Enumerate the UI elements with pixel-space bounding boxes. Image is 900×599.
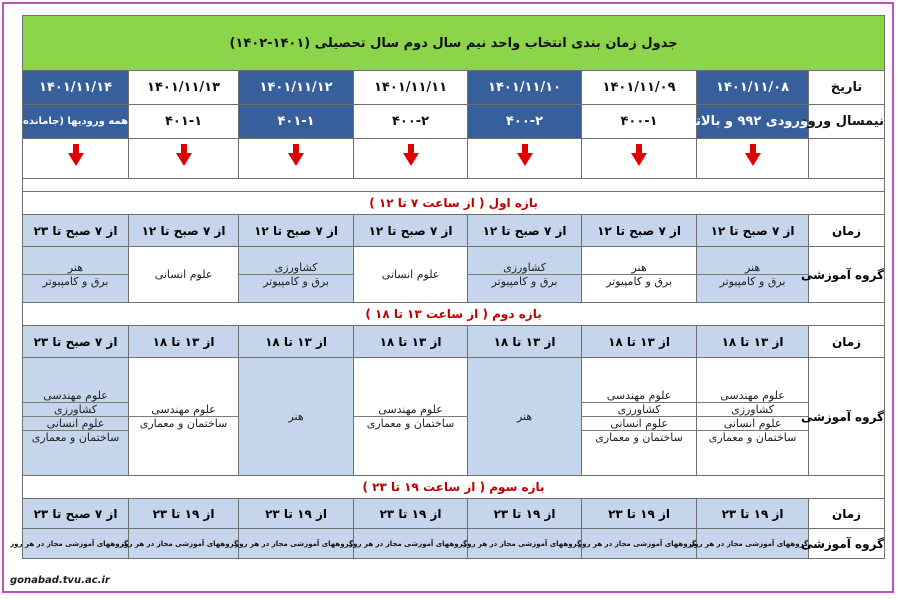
date-cell: ۱۴۰۱/۱۱/۱۱: [354, 71, 468, 105]
group-item: گروههای آموزشی مجاز در هر روز: [23, 529, 129, 559]
period-3-group-row: [23, 529, 885, 559]
date-row: [23, 71, 885, 105]
group-item: علوم انسانی: [354, 247, 468, 303]
time-cell: از ۷ صبح تا ۱۲: [354, 215, 468, 247]
row-label-date: تاریخ: [809, 71, 885, 105]
time-cell: از ۱۳ تا ۱۸: [354, 326, 468, 358]
period-1-group-row: [23, 247, 885, 303]
time-cell: از ۷ صبح تا ۱۲: [582, 215, 697, 247]
group-item: علوم مهندسی: [720, 389, 785, 402]
date-cell: ۱۴۰۱/۱۱/۱۴: [23, 71, 129, 105]
group-item: علوم انسانی: [23, 416, 128, 430]
time-cell: از ۷ صبح تا ۲۳: [23, 215, 129, 247]
group-item: علوم انسانی: [582, 416, 696, 430]
group-item: ساختمان و معماری: [697, 430, 808, 444]
group-item: ساختمان و معماری: [354, 416, 467, 430]
time-cell: از ۷ صبح تا ۲۳: [23, 499, 129, 529]
group-item: علوم مهندسی: [151, 403, 216, 416]
group-item: برق و کامپیوتر: [468, 274, 581, 288]
group-item: برق و کامپیوتر: [23, 274, 128, 288]
group-item: گروههای آموزشی مجاز در هر روز: [582, 529, 697, 559]
time-cell: از ۱۹ تا ۲۳: [468, 499, 582, 529]
group-item: کشاورزی: [582, 402, 696, 416]
date-cell: ۱۴۰۱/۱۱/۰۹: [582, 71, 697, 105]
date-cell: ۱۴۰۱/۱۱/۰۸: [697, 71, 809, 105]
time-cell: از ۷ صبح تا ۱۲: [129, 215, 239, 247]
term-cell: همه ورودیها (جامانده): [23, 105, 129, 139]
date-cell: ۱۴۰۱/۱۱/۱۲: [239, 71, 354, 105]
row-label-group: گروه آموزشی: [809, 247, 885, 303]
time-cell: از ۱۳ تا ۱۸: [129, 326, 239, 358]
down-arrow-icon: [517, 153, 533, 166]
group-item: گروههای آموزشی مجاز در هر روز: [129, 529, 239, 559]
term-cell: ۴۰۰-۲: [468, 105, 582, 139]
term-cell: ۴۰۱-۱: [129, 105, 239, 139]
group-item: هنر: [631, 261, 647, 274]
term-cell: ورودی ۹۹۲ و بالاتر: [697, 105, 809, 139]
row-label-group: گروه آموزشی: [809, 529, 885, 559]
down-arrow-icon: [745, 153, 761, 166]
period-1-time-row: [23, 215, 885, 247]
row-label-time: زمان: [809, 215, 885, 247]
time-cell: از ۱۳ تا ۱۸: [468, 326, 582, 358]
date-cell: ۱۴۰۱/۱۱/۱۳: [129, 71, 239, 105]
group-item: گروههای آموزشی مجاز در هر روز: [468, 529, 582, 559]
group-item: کشاورزی: [274, 261, 318, 274]
time-cell: از ۱۹ تا ۲۳: [129, 499, 239, 529]
time-cell: از ۱۹ تا ۲۳: [697, 499, 809, 529]
group-item: برق و کامپیوتر: [582, 274, 696, 288]
down-arrow-icon: [631, 153, 647, 166]
row-label-time: زمان: [809, 326, 885, 358]
term-cell: ۴۰۱-۱: [239, 105, 354, 139]
group-item: برق و کامپیوتر: [697, 274, 808, 288]
group-item: گروههای آموزشی مجاز در هر روز: [697, 529, 809, 559]
group-item: هنر: [67, 261, 84, 274]
period-2-group-row: [23, 358, 885, 476]
group-item: ساختمان و معماری: [23, 430, 128, 444]
group-item: برق و کامپیوتر: [239, 274, 353, 288]
time-cell: از ۱۳ تا ۱۸: [239, 326, 354, 358]
group-item: کشاورزی: [23, 402, 128, 416]
group-item: کشاورزی: [503, 261, 547, 274]
term-cell: ۴۰۰-۲: [354, 105, 468, 139]
group-item: علوم مهندسی: [606, 389, 672, 402]
group-item: علوم مهندسی: [43, 389, 108, 402]
group-item: علوم انسانی: [697, 416, 808, 430]
arrow-row: [23, 139, 885, 179]
group-item: ساختمان و معماری: [582, 430, 696, 444]
period-2-heading: بازه دوم ( از ساعت ۱۳ تا ۱۸ ): [23, 303, 885, 326]
group-item: گروههای آموزشی مجاز در هر روز: [239, 529, 354, 559]
period-3-heading: بازه سوم ( از ساعت ۱۹ تا ۲۳ ): [23, 476, 885, 499]
time-cell: از ۷ صبح تا ۲۳: [23, 326, 129, 358]
group-item: گروههای آموزشی مجاز در هر روز: [354, 529, 468, 559]
group-item: علوم انسانی: [129, 247, 239, 303]
time-cell: از ۱۹ تا ۲۳: [354, 499, 468, 529]
site-watermark: gonabad.tvu.ac.ir: [10, 575, 110, 586]
schedule-table: [10, 15, 885, 559]
time-cell: از ۷ صبح تا ۱۲: [468, 215, 582, 247]
down-arrow-icon: [288, 153, 304, 166]
group-item: کشاورزی: [697, 402, 808, 416]
time-cell: از ۱۳ تا ۱۸: [697, 326, 809, 358]
period-2-time-row: [23, 326, 885, 358]
term-row: [23, 105, 885, 139]
time-cell: از ۱۳ تا ۱۸: [582, 326, 697, 358]
group-item: ساختمان و معماری: [129, 416, 238, 430]
down-arrow-icon: [403, 153, 419, 166]
group-item: هنر: [744, 261, 761, 274]
period-1-heading: بازه اول ( از ساعت ۷ تا ۱۲ ): [23, 192, 885, 215]
time-cell: از ۱۹ تا ۲۳: [582, 499, 697, 529]
period-3-time-row: [23, 499, 885, 529]
time-cell: از ۷ صبح تا ۱۲: [239, 215, 354, 247]
group-item: علوم مهندسی: [378, 403, 443, 416]
down-arrow-icon: [68, 153, 84, 166]
group-item: هنر: [468, 358, 582, 476]
group-item: هنر: [239, 358, 354, 476]
row-label-group: گروه آموزشی: [809, 358, 885, 476]
term-cell: ۴۰۰-۱: [582, 105, 697, 139]
page-title: جدول زمان بندی انتخاب واحد نیم سال دوم سال تحصیلی (۱۴۰۱-۱۴۰۲): [23, 16, 885, 71]
row-label-time: زمان: [809, 499, 885, 529]
down-arrow-icon: [176, 153, 192, 166]
row-label-term: نیمسال ورود: [809, 105, 885, 139]
time-cell: از ۱۹ تا ۲۳: [239, 499, 354, 529]
date-cell: ۱۴۰۱/۱۱/۱۰: [468, 71, 582, 105]
time-cell: از ۷ صبح تا ۱۲: [697, 215, 809, 247]
